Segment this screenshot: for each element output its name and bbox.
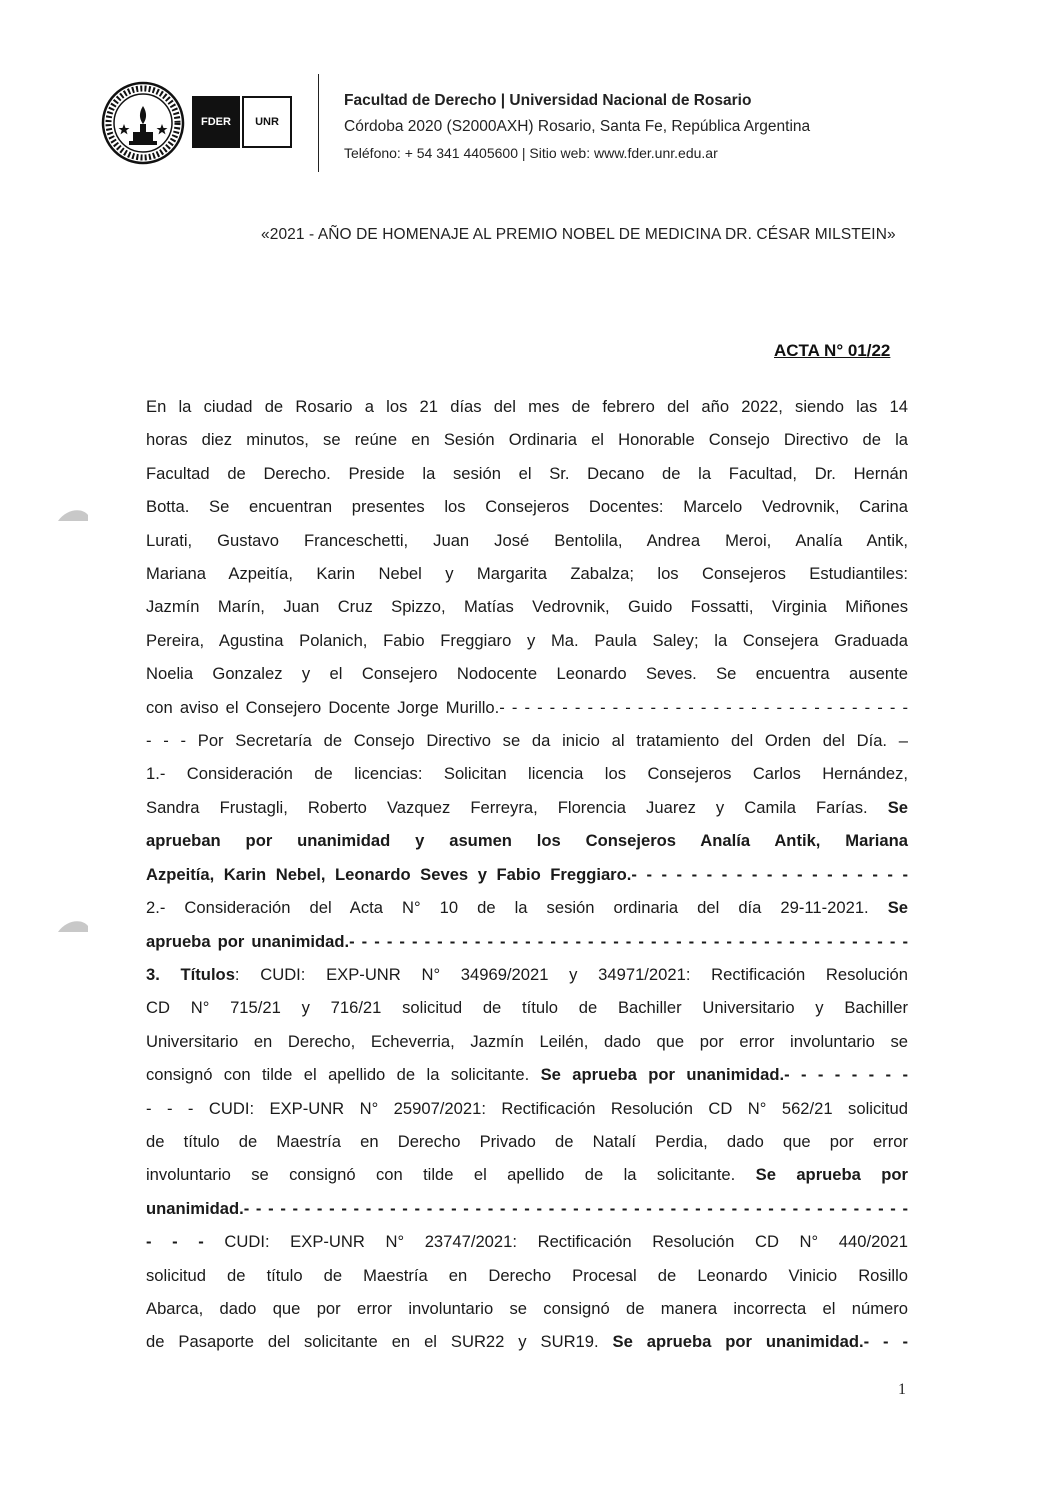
body-line: Noelia Gonzalez y el Consejero Nodocente Leonardo Seves. Se encuentra ausente	[146, 664, 908, 684]
body-text: : CUDI: EXP-UNR N° 34969/2021 y 34971/2021: Rectificación Resolución	[234, 964, 908, 984]
body-line: de título de Maestría en Derecho Privado de Natalí Perdia, dado que por error	[146, 1131, 908, 1151]
body-text: de Pasaporte del solicitante en el SUR22 y SUR19.	[146, 1332, 613, 1352]
resolution-text: Se	[887, 898, 908, 918]
body-line	[146, 858, 908, 891]
body-line: - - - CUDI: EXP-UNR N° 25907/2021: Rectificación Resolución CD N° 562/21 solicitud	[146, 1098, 908, 1118]
body-line: Universitario en Derecho, Echeverria, Jazmín Leilén, dado que por error involuntario se	[146, 1031, 908, 1051]
body-line: Abarca, dado que por error involuntario se consignó de manera incorrecta el número	[146, 1298, 908, 1318]
punch-mark-icon	[56, 916, 90, 936]
body-line	[146, 1058, 908, 1091]
body-line	[146, 1225, 908, 1258]
resolution-text: aprueban por unanimidad y asumen los Consejeros Analía Antik, Mariana	[146, 831, 908, 851]
header-divider	[318, 74, 319, 172]
body-line	[146, 958, 908, 991]
body-line: CD N° 715/21 y 716/21 solicitud de título de Bachiller Universitario y Bachiller	[146, 998, 908, 1018]
institution-header	[344, 88, 810, 166]
body-line: Facultad de Derecho. Preside la sesión el Sr. Decano de la Facultad, Dr. Hernán	[146, 463, 908, 483]
item-heading: 3. Títulos	[146, 964, 235, 984]
resolution-text: Se aprueba por unanimidad.- - -	[612, 1332, 909, 1352]
year-motto: «2021 - AÑO DE HOMENAJE AL PREMIO NOBEL DE MEDICINA DR. CÉSAR MILSTEIN»	[261, 226, 896, 243]
body-line	[146, 1158, 908, 1191]
resolution-text: Se	[887, 797, 908, 817]
body-line: 1.- Consideración de licencias: Solicitan licencia los Consejeros Carlos Hernández,	[146, 764, 908, 784]
body-line: Botta. Se encuentran presentes los Consejeros Docentes: Marcelo Vedrovnik, Carina	[146, 497, 908, 517]
body-text: consignó con tilde el apellido de la solicitante.	[146, 1065, 541, 1085]
body-line: Mariana Azpeitía, Karin Nebel y Margarita Zabalza; los Consejeros Estudiantiles:	[146, 564, 908, 584]
institution-address: Córdoba 2020 (S2000AXH) Rosario, Santa Fe, República Argentina	[344, 118, 811, 135]
institution-contact: Teléfono: + 54 341 4405600 | Sitio web: www.fder.unr.edu.ar	[344, 145, 718, 161]
body-line	[146, 1325, 908, 1358]
resolution-text: Se aprueba por	[755, 1165, 908, 1185]
institution-name: Facultad de Derecho | Universidad Nacional de Rosario	[344, 92, 752, 109]
body-line: - - - Por Secretaría de Consejo Directivo se da inicio al tratamiento del Orden del Día. –	[146, 731, 908, 751]
body-line	[146, 791, 908, 824]
body-line: En la ciudad de Rosario a los 21 días del mes de febrero del año 2022, siendo las 14	[146, 397, 908, 416]
resolution-text: unanimidad.- - - - - - - - - - - - - - - - - - - - - - - - - - - - - - - - - - - - - - - - - - - - - - - - - - - - - - -	[146, 1198, 908, 1218]
body-line	[146, 891, 908, 924]
body-text: Sandra Frustagli, Roberto Vazquez Ferreyra, Florencia Juarez y Camila Farías.	[146, 797, 888, 817]
body-line: con aviso el Consejero Docente Jorge Murillo.- - - - - - - - - - - - - - - - - - - - - - - - - - - - - - - - -	[146, 697, 908, 717]
resolution-text: aprueba por unanimidad.- - - - - - - - - - - - - - - - - - - - - - - - - - - - - - - - - - - - - - - - - - - - -	[146, 931, 908, 951]
body-line	[146, 824, 908, 857]
body-line: Lurati, Gustavo Franceschetti, Juan José Bentolila, Andrea Meroi, Analía Antik,	[146, 530, 908, 550]
body-text: 2.- Consideración del Acta N° 10 de la sesión ordinaria del día 29-11-2021.	[146, 898, 888, 918]
body-line: Jazmín Marín, Juan Cruz Spizzo, Matías Vedrovnik, Guido Fossatti, Virginia Miñones	[146, 597, 908, 617]
body-line	[146, 925, 908, 958]
body-line: Pereira, Agustina Polanich, Fabio Freggiaro y Ma. Paula Saley; la Consejera Graduada	[146, 630, 908, 650]
minutes-body	[146, 390, 908, 1359]
resolution-text: Se aprueba por unanimidad.- - - - - - - -	[540, 1065, 908, 1085]
body-text: CUDI: EXP-UNR N° 23747/2021: Rectificación Resolución CD N° 440/2021	[224, 1232, 908, 1252]
page-number: 1	[898, 1381, 906, 1398]
unr-logo: UNR	[242, 96, 292, 148]
body-line: horas diez minutos, se reúne en Sesión Ordinaria el Honorable Consejo Directivo de la	[146, 430, 908, 450]
punch-mark-icon	[56, 505, 90, 525]
fder-logo: FDER	[192, 96, 240, 148]
body-text: involuntario se consignó con tilde el apellido de la solicitante.	[146, 1165, 756, 1185]
acta-title: ACTA N° 01/22	[774, 341, 891, 360]
dash-prefix: - - -	[146, 1232, 225, 1252]
body-line: solicitud de título de Maestría en Derecho Procesal de Leonardo Vinicio Rosillo	[146, 1265, 908, 1285]
resolution-text: Azpeitía, Karin Nebel, Leonardo Seves y Fabio Freggiaro.- - - - - - - - - - - - - - - - - - -	[146, 864, 908, 884]
university-seal-icon	[100, 80, 186, 166]
body-line	[146, 1192, 908, 1225]
